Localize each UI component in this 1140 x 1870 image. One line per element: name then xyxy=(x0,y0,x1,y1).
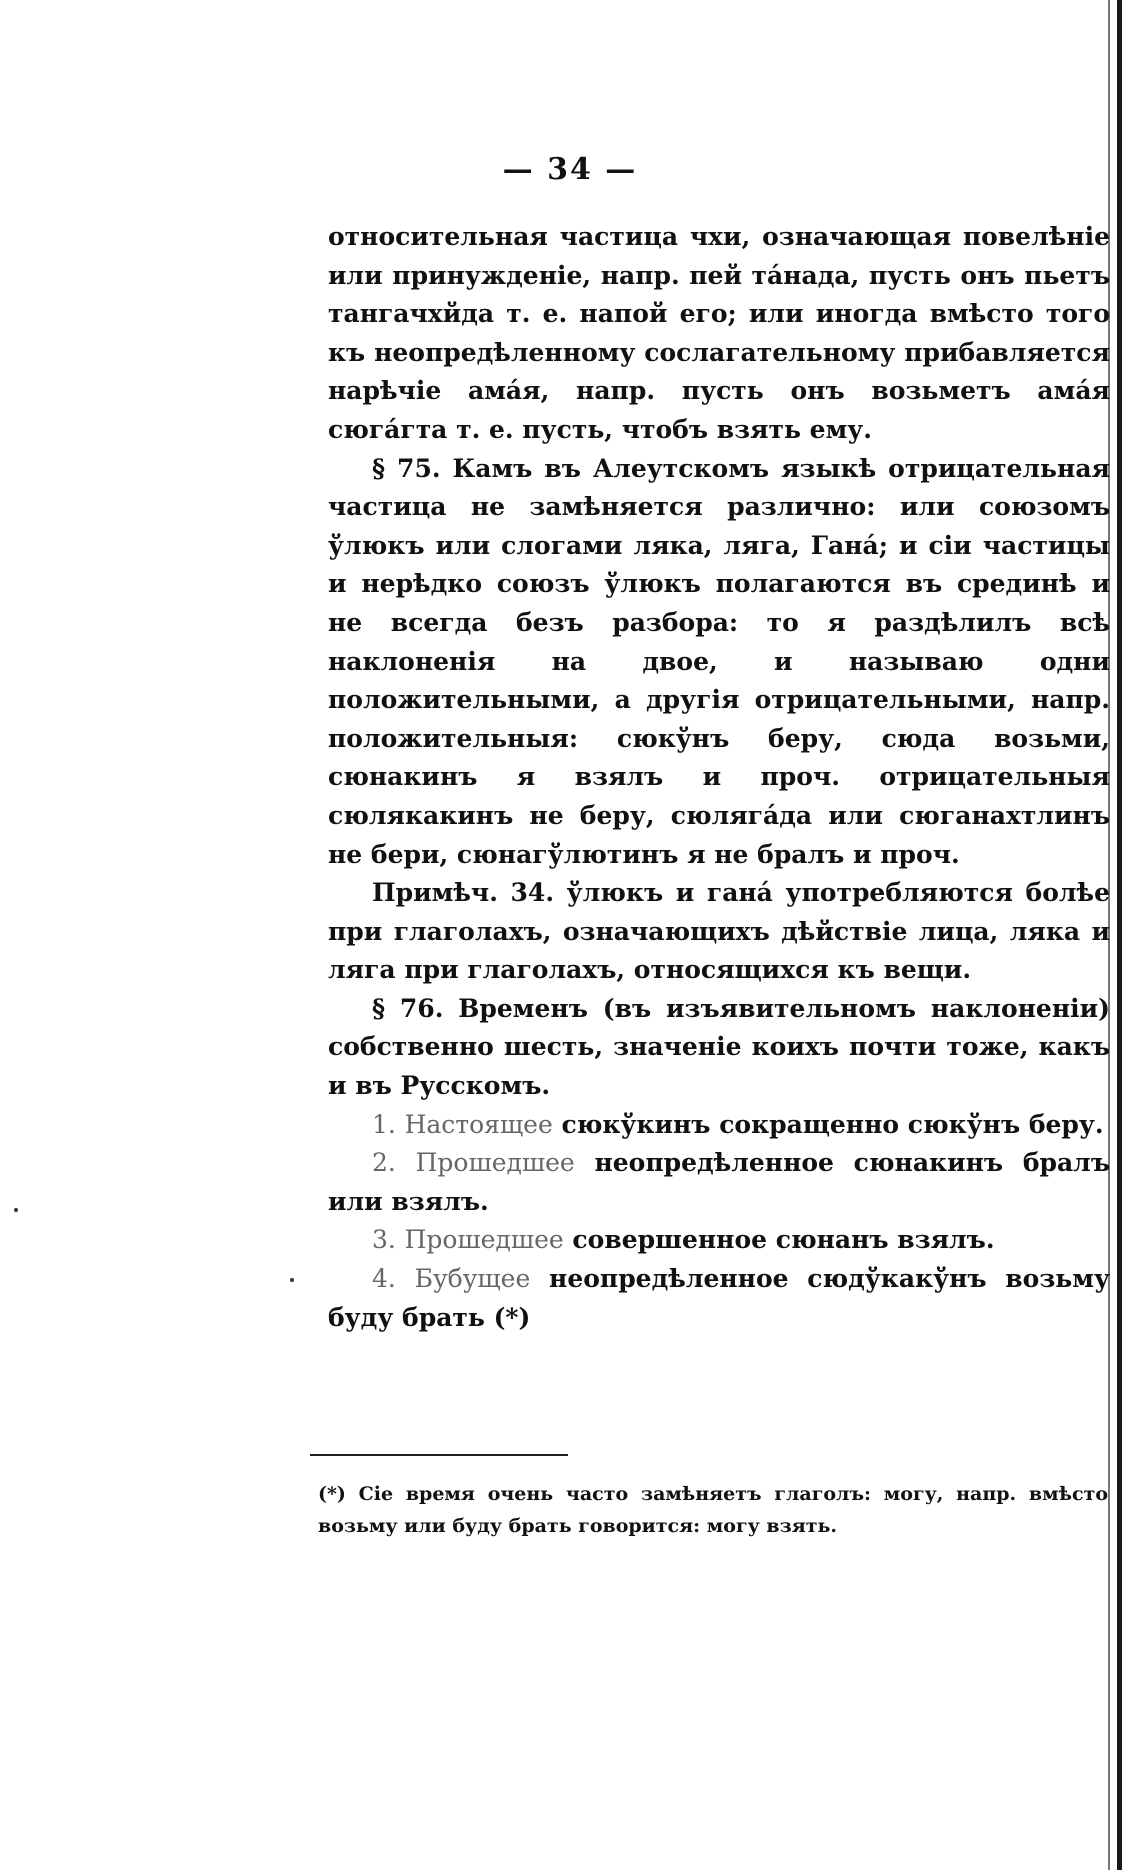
section-75: § 75. Камъ въ Алеутскомъ языкѣ отрицательная частица не замѣняется различно: или союзомъ ўлюкъ или слогами ляка, ляга, Ганá; и сіи частицы и нерѣдко союзъ ўлюкъ полагаются въ срединѣ и не всегда безъ разбора: то я раздѣлилъ всѣ наклоненія на двое, и называю одни положительными, а другія отрицательными, напр. положительныя: сюкўнъ беру, сюда возьми, сюнакинъ я взялъ и проч. отрицательныя сюлякакинъ не беру, сюлягáда или сюганахтлинъ не бери, сюнагўлютинъ я не бралъ и проч. xyxy=(328,453,1110,869)
tense-form: совершенное сюнанъ взялъ. xyxy=(572,1225,995,1255)
tense-number: 3. xyxy=(372,1225,396,1255)
tense-number: 2. xyxy=(372,1148,396,1178)
note-34: Примѣч. 34. ўлюкъ и ганá употребляются болѣе при глаголахъ, означающихъ дѣйствіе лица, ляка и ляга при глаголахъ, относящихся къ вещи. xyxy=(328,878,1110,985)
tense-form: сюкўкинъ сокращенно сюкўнъ беру. xyxy=(561,1109,1104,1139)
tense-name: Прошедшее xyxy=(404,1225,564,1255)
section-76: § 76. Временъ (въ изъявительномъ наклоненіи) собственно шесть, значеніе коихъ почти тоже, какъ и въ Русскомъ. xyxy=(328,993,1110,1101)
footnote-rule xyxy=(310,1454,568,1456)
tense-name: Бубущее xyxy=(414,1264,531,1294)
tense-item-3 xyxy=(328,1221,1110,1260)
tense-form: неопредѣленное сюдўкакўнъ возьму буду брать (*) xyxy=(328,1264,1110,1332)
paragraph-continuation: относительная частица чхи, означающая повелѣніе или принужденіе, напр. пей тáнада, пусть онъ пьетъ тангачхйда т. е. напой его; или иногда вмѣсто того къ неопредѣленному сослагательному прибавляется нарѣчіе амáя, напр. пусть онъ возьметъ амáя сюгáгта т. е. пусть, чтобъ взять ему. xyxy=(328,222,1110,444)
tense-name: Прошедшее xyxy=(415,1148,575,1178)
tense-number: 4. xyxy=(372,1264,396,1294)
footnote-text: (*) Сіе время очень часто замѣняетъ глаголъ: могу, напр. вмѣсто возьму или буду брать говорится: могу взять. xyxy=(318,1483,1108,1537)
page-number: — 34 — xyxy=(502,152,638,187)
tense-item-2 xyxy=(328,1144,1110,1221)
body-text xyxy=(328,218,1110,1337)
tense-name: Настоящее xyxy=(404,1109,553,1139)
scan-speck xyxy=(290,1278,294,1282)
tense-item-1 xyxy=(328,1106,1110,1145)
tense-number: 1. xyxy=(372,1109,396,1139)
footnote xyxy=(318,1478,1108,1542)
tense-form: неопредѣленное сюнакинъ бралъ или взялъ. xyxy=(328,1148,1110,1216)
scan-edge xyxy=(1117,0,1122,1870)
tense-item-4 xyxy=(328,1260,1110,1337)
scan-speck xyxy=(14,1208,18,1212)
